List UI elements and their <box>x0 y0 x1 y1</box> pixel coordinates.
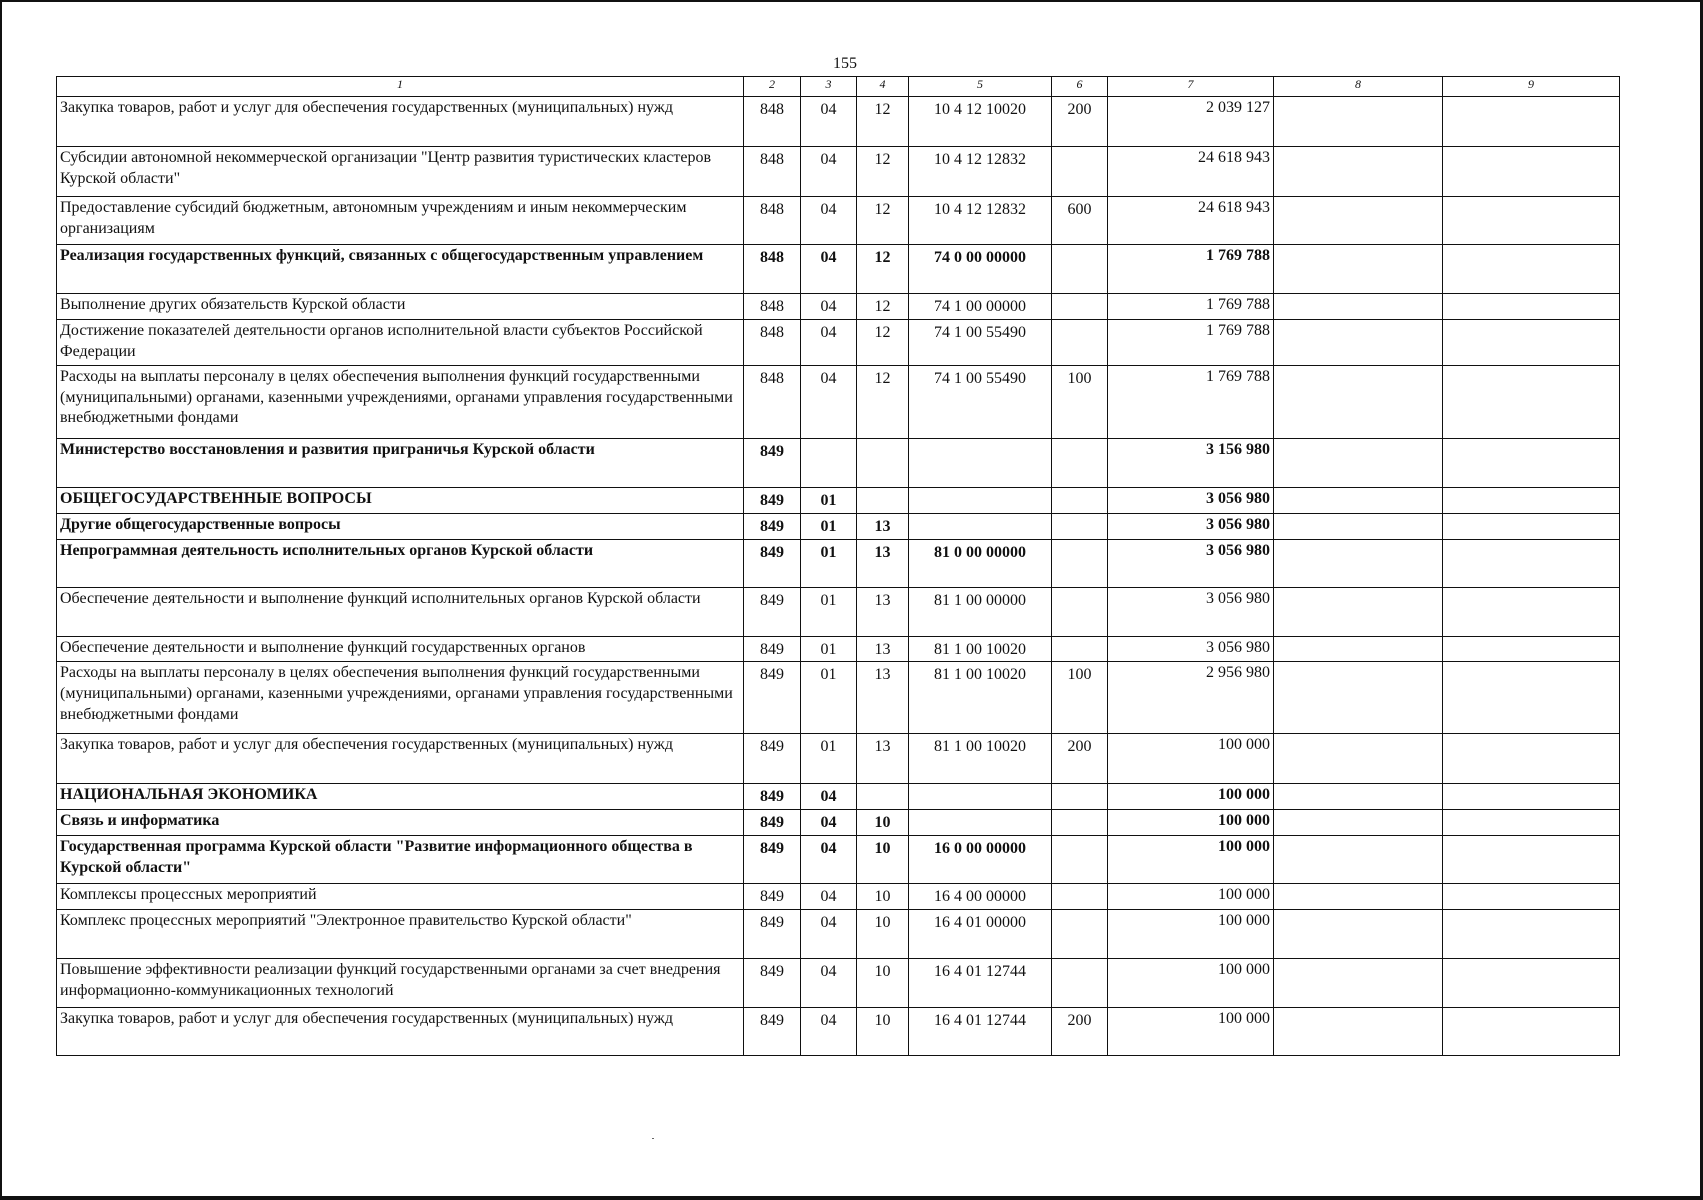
row-name-cell: Субсидии автономной некоммерческой организации "Центр развития туристических кластеров Курской области" <box>57 147 744 197</box>
amount-cell: 100 000 <box>1108 835 1274 883</box>
column-header-1: 1 <box>57 77 744 97</box>
target-article-cell: 74 1 00 55490 <box>909 319 1052 365</box>
col9-cell <box>1443 734 1620 784</box>
column-header-5: 5 <box>909 77 1052 97</box>
section-cell: 04 <box>801 810 857 836</box>
col8-cell <box>1274 294 1443 320</box>
section-cell: 01 <box>801 513 857 539</box>
column-header-8: 8 <box>1274 77 1443 97</box>
col8-cell <box>1274 909 1443 958</box>
subsection-cell: 13 <box>857 539 909 587</box>
subsection-cell: 10 <box>857 1007 909 1055</box>
subsection-cell <box>857 438 909 487</box>
row-name-cell: Выполнение других обязательств Курской области <box>57 294 744 320</box>
col9-cell <box>1443 245 1620 294</box>
table-row <box>57 365 1620 438</box>
amount-cell: 3 056 980 <box>1108 539 1274 587</box>
row-name-cell: Комплекс процессных мероприятий "Электронное правительство Курской области" <box>57 909 744 958</box>
row-name-cell: Закупка товаров, работ и услуг для обеспечения государственных (муниципальных) нужд <box>57 734 744 784</box>
target-article-cell: 74 1 00 00000 <box>909 294 1052 320</box>
ministry-code-cell: 848 <box>744 97 801 147</box>
row-name-cell: Достижение показателей деятельности органов исполнительной власти субъектов Российской Федерации <box>57 319 744 365</box>
scan-frame-top <box>0 0 1703 2</box>
target-article-cell: 10 4 12 10020 <box>909 97 1052 147</box>
col8-cell <box>1274 958 1443 1007</box>
row-name-cell: НАЦИОНАЛЬНАЯ ЭКОНОМИКА <box>57 784 744 810</box>
ministry-code-cell: 848 <box>744 245 801 294</box>
subsection-cell: 12 <box>857 197 909 245</box>
col8-cell <box>1274 587 1443 636</box>
col9-cell <box>1443 784 1620 810</box>
col9-cell <box>1443 1007 1620 1055</box>
col9-cell <box>1443 513 1620 539</box>
table-row <box>57 1007 1620 1055</box>
col9-cell <box>1443 319 1620 365</box>
expense-type-cell <box>1052 909 1108 958</box>
expense-type-cell <box>1052 438 1108 487</box>
table-row <box>57 147 1620 197</box>
amount-cell: 100 000 <box>1108 1007 1274 1055</box>
budget-table <box>56 76 1620 1056</box>
ministry-code-cell: 849 <box>744 784 801 810</box>
amount-cell: 100 000 <box>1108 958 1274 1007</box>
target-article-cell: 16 4 01 12744 <box>909 958 1052 1007</box>
target-article-cell <box>909 784 1052 810</box>
col8-cell <box>1274 636 1443 662</box>
expense-type-cell <box>1052 147 1108 197</box>
expense-type-cell <box>1052 636 1108 662</box>
ministry-code-cell: 849 <box>744 883 801 909</box>
section-cell: 04 <box>801 147 857 197</box>
col9-cell <box>1443 438 1620 487</box>
table-row <box>57 835 1620 883</box>
ministry-code-cell: 849 <box>744 734 801 784</box>
row-name-cell: Обеспечение деятельности и выполнение функций государственных органов <box>57 636 744 662</box>
section-cell: 01 <box>801 662 857 734</box>
expense-type-cell: 200 <box>1052 1007 1108 1055</box>
ministry-code-cell: 849 <box>744 1007 801 1055</box>
amount-cell: 100 000 <box>1108 784 1274 810</box>
column-header-7: 7 <box>1108 77 1274 97</box>
subsection-cell: 12 <box>857 245 909 294</box>
col8-cell <box>1274 513 1443 539</box>
row-name-cell: Закупка товаров, работ и услуг для обеспечения государственных (муниципальных) нужд <box>57 1007 744 1055</box>
amount-cell: 1 769 788 <box>1108 365 1274 438</box>
ministry-code-cell: 849 <box>744 513 801 539</box>
col8-cell <box>1274 97 1443 147</box>
table-row <box>57 513 1620 539</box>
column-header-3: 3 <box>801 77 857 97</box>
target-article-cell: 74 1 00 55490 <box>909 365 1052 438</box>
table-row <box>57 662 1620 734</box>
section-cell: 04 <box>801 365 857 438</box>
section-cell: 04 <box>801 294 857 320</box>
subsection-cell <box>857 784 909 810</box>
target-article-cell <box>909 487 1052 513</box>
table-row <box>57 636 1620 662</box>
table-row <box>57 587 1620 636</box>
scan-frame-bottom <box>0 1196 1703 1200</box>
subsection-cell: 10 <box>857 810 909 836</box>
amount-cell: 100 000 <box>1108 734 1274 784</box>
table-row <box>57 883 1620 909</box>
ministry-code-cell: 849 <box>744 438 801 487</box>
target-article-cell: 81 1 00 00000 <box>909 587 1052 636</box>
target-article-cell: 16 0 00 00000 <box>909 835 1052 883</box>
row-name-cell: Закупка товаров, работ и услуг для обеспечения государственных (муниципальных) нужд <box>57 97 744 147</box>
target-article-cell: 81 0 00 00000 <box>909 539 1052 587</box>
subsection-cell: 13 <box>857 587 909 636</box>
target-article-cell: 81 1 00 10020 <box>909 636 1052 662</box>
col8-cell <box>1274 883 1443 909</box>
col8-cell <box>1274 365 1443 438</box>
section-cell: 04 <box>801 1007 857 1055</box>
ministry-code-cell: 849 <box>744 587 801 636</box>
col8-cell <box>1274 487 1443 513</box>
expense-type-cell <box>1052 883 1108 909</box>
ministry-code-cell: 849 <box>744 909 801 958</box>
scan-speck <box>652 1138 654 1139</box>
ministry-code-cell: 849 <box>744 810 801 836</box>
subsection-cell: 10 <box>857 909 909 958</box>
expense-type-cell <box>1052 513 1108 539</box>
row-name-cell: Государственная программа Курской области "Развитие информационного общества в Курской области" <box>57 835 744 883</box>
expense-type-cell <box>1052 958 1108 1007</box>
col9-cell <box>1443 97 1620 147</box>
col9-cell <box>1443 636 1620 662</box>
expense-type-cell <box>1052 784 1108 810</box>
col8-cell <box>1274 784 1443 810</box>
table-row <box>57 734 1620 784</box>
amount-cell: 24 618 943 <box>1108 197 1274 245</box>
scan-frame-left <box>0 0 2 1200</box>
table-row <box>57 97 1620 147</box>
col9-cell <box>1443 365 1620 438</box>
ministry-code-cell: 849 <box>744 835 801 883</box>
section-cell: 04 <box>801 958 857 1007</box>
amount-cell: 2 956 980 <box>1108 662 1274 734</box>
target-article-cell: 81 1 00 10020 <box>909 662 1052 734</box>
expense-type-cell <box>1052 319 1108 365</box>
target-article-cell <box>909 810 1052 836</box>
table-row <box>57 319 1620 365</box>
col8-cell <box>1274 662 1443 734</box>
section-cell: 01 <box>801 587 857 636</box>
subsection-cell: 10 <box>857 835 909 883</box>
section-cell: 04 <box>801 909 857 958</box>
section-cell: 01 <box>801 734 857 784</box>
subsection-cell: 12 <box>857 319 909 365</box>
ministry-code-cell: 849 <box>744 662 801 734</box>
col8-cell <box>1274 539 1443 587</box>
section-cell: 04 <box>801 883 857 909</box>
col8-cell <box>1274 147 1443 197</box>
subsection-cell: 12 <box>857 97 909 147</box>
ministry-code-cell: 848 <box>744 197 801 245</box>
subsection-cell: 10 <box>857 958 909 1007</box>
amount-cell: 100 000 <box>1108 810 1274 836</box>
subsection-cell <box>857 487 909 513</box>
target-article-cell: 10 4 12 12832 <box>909 197 1052 245</box>
amount-cell: 3 056 980 <box>1108 587 1274 636</box>
col8-cell <box>1274 245 1443 294</box>
subsection-cell: 12 <box>857 365 909 438</box>
target-article-cell: 16 4 00 00000 <box>909 883 1052 909</box>
row-name-cell: ОБЩЕГОСУДАРСТВЕННЫЕ ВОПРОСЫ <box>57 487 744 513</box>
amount-cell: 3 056 980 <box>1108 636 1274 662</box>
expense-type-cell: 200 <box>1052 97 1108 147</box>
expense-type-cell <box>1052 835 1108 883</box>
amount-cell: 1 769 788 <box>1108 319 1274 365</box>
row-name-cell: Повышение эффективности реализации функций государственными органами за счет внедрения информационно-коммуникационных технологий <box>57 958 744 1007</box>
col8-cell <box>1274 835 1443 883</box>
target-article-cell: 16 4 01 12744 <box>909 1007 1052 1055</box>
table-row <box>57 539 1620 587</box>
ministry-code-cell: 849 <box>744 636 801 662</box>
ministry-code-cell: 848 <box>744 365 801 438</box>
col9-cell <box>1443 810 1620 836</box>
subsection-cell: 13 <box>857 662 909 734</box>
row-name-cell: Реализация государственных функций, связанных с общегосударственным управлением <box>57 245 744 294</box>
expense-type-cell: 100 <box>1052 662 1108 734</box>
col9-cell <box>1443 294 1620 320</box>
table-row <box>57 438 1620 487</box>
column-header-4: 4 <box>857 77 909 97</box>
col9-cell <box>1443 147 1620 197</box>
subsection-cell: 12 <box>857 147 909 197</box>
table-row <box>57 487 1620 513</box>
amount-cell: 24 618 943 <box>1108 147 1274 197</box>
section-cell: 04 <box>801 835 857 883</box>
amount-cell: 3 056 980 <box>1108 513 1274 539</box>
ministry-code-cell: 849 <box>744 487 801 513</box>
col9-cell <box>1443 587 1620 636</box>
col9-cell <box>1443 487 1620 513</box>
section-cell: 01 <box>801 487 857 513</box>
col8-cell <box>1274 734 1443 784</box>
row-name-cell: Непрограммная деятельность исполнительных органов Курской области <box>57 539 744 587</box>
section-cell: 01 <box>801 539 857 587</box>
column-header-2: 2 <box>744 77 801 97</box>
table-row <box>57 958 1620 1007</box>
amount-cell: 3 156 980 <box>1108 438 1274 487</box>
col9-cell <box>1443 883 1620 909</box>
row-name-cell: Другие общегосударственные вопросы <box>57 513 744 539</box>
expense-type-cell <box>1052 294 1108 320</box>
col8-cell <box>1274 438 1443 487</box>
section-cell: 04 <box>801 784 857 810</box>
col9-cell <box>1443 197 1620 245</box>
target-article-cell: 10 4 12 12832 <box>909 147 1052 197</box>
table-row <box>57 784 1620 810</box>
subsection-cell: 13 <box>857 513 909 539</box>
col9-cell <box>1443 958 1620 1007</box>
subsection-cell: 13 <box>857 734 909 784</box>
target-article-cell: 16 4 01 00000 <box>909 909 1052 958</box>
table-row <box>57 810 1620 836</box>
expense-type-cell <box>1052 539 1108 587</box>
subsection-cell: 12 <box>857 294 909 320</box>
amount-cell: 3 056 980 <box>1108 487 1274 513</box>
expense-type-cell <box>1052 810 1108 836</box>
column-header-6: 6 <box>1052 77 1108 97</box>
section-cell: 04 <box>801 245 857 294</box>
section-cell: 04 <box>801 197 857 245</box>
col9-cell <box>1443 909 1620 958</box>
subsection-cell: 13 <box>857 636 909 662</box>
expense-type-cell <box>1052 587 1108 636</box>
col9-cell <box>1443 662 1620 734</box>
row-name-cell: Расходы на выплаты персоналу в целях обеспечения выполнения функций государственными (муниципальными) органами, казенными учреждениями, органами управления государственными внебюджетными фондами <box>57 662 744 734</box>
row-name-cell: Обеспечение деятельности и выполнение функций исполнительных органов Курской области <box>57 587 744 636</box>
page-number: 155 <box>833 55 857 72</box>
amount-cell: 1 769 788 <box>1108 294 1274 320</box>
col8-cell <box>1274 810 1443 836</box>
row-name-cell: Предоставление субсидий бюджетным, автономным учреждениям и иным некоммерческим организациям <box>57 197 744 245</box>
section-cell: 01 <box>801 636 857 662</box>
ministry-code-cell: 848 <box>744 147 801 197</box>
table-row <box>57 197 1620 245</box>
ministry-code-cell: 849 <box>744 958 801 1007</box>
section-cell: 04 <box>801 97 857 147</box>
table-row <box>57 909 1620 958</box>
ministry-code-cell: 849 <box>744 539 801 587</box>
col8-cell <box>1274 1007 1443 1055</box>
table-row <box>57 245 1620 294</box>
section-cell <box>801 438 857 487</box>
row-name-cell: Расходы на выплаты персоналу в целях обеспечения выполнения функций государственными (муниципальными) органами, казенными учреждениями, органами управления государственными внебюджетными фондами <box>57 365 744 438</box>
row-name-cell: Министерство восстановления и развития приграничья Курской области <box>57 438 744 487</box>
expense-type-cell: 100 <box>1052 365 1108 438</box>
ministry-code-cell: 848 <box>744 319 801 365</box>
amount-cell: 100 000 <box>1108 909 1274 958</box>
col9-cell <box>1443 835 1620 883</box>
target-article-cell <box>909 513 1052 539</box>
amount-cell: 2 039 127 <box>1108 97 1274 147</box>
section-cell: 04 <box>801 319 857 365</box>
col9-cell <box>1443 539 1620 587</box>
expense-type-cell: 200 <box>1052 734 1108 784</box>
table-header-row <box>57 77 1620 97</box>
amount-cell: 1 769 788 <box>1108 245 1274 294</box>
target-article-cell <box>909 438 1052 487</box>
expense-type-cell: 600 <box>1052 197 1108 245</box>
col8-cell <box>1274 197 1443 245</box>
column-header-9: 9 <box>1443 77 1620 97</box>
expense-type-cell <box>1052 487 1108 513</box>
ministry-code-cell: 848 <box>744 294 801 320</box>
row-name-cell: Комплексы процессных мероприятий <box>57 883 744 909</box>
row-name-cell: Связь и информатика <box>57 810 744 836</box>
target-article-cell: 74 0 00 00000 <box>909 245 1052 294</box>
amount-cell: 100 000 <box>1108 883 1274 909</box>
table-row <box>57 294 1620 320</box>
expense-type-cell <box>1052 245 1108 294</box>
subsection-cell: 10 <box>857 883 909 909</box>
col8-cell <box>1274 319 1443 365</box>
target-article-cell: 81 1 00 10020 <box>909 734 1052 784</box>
